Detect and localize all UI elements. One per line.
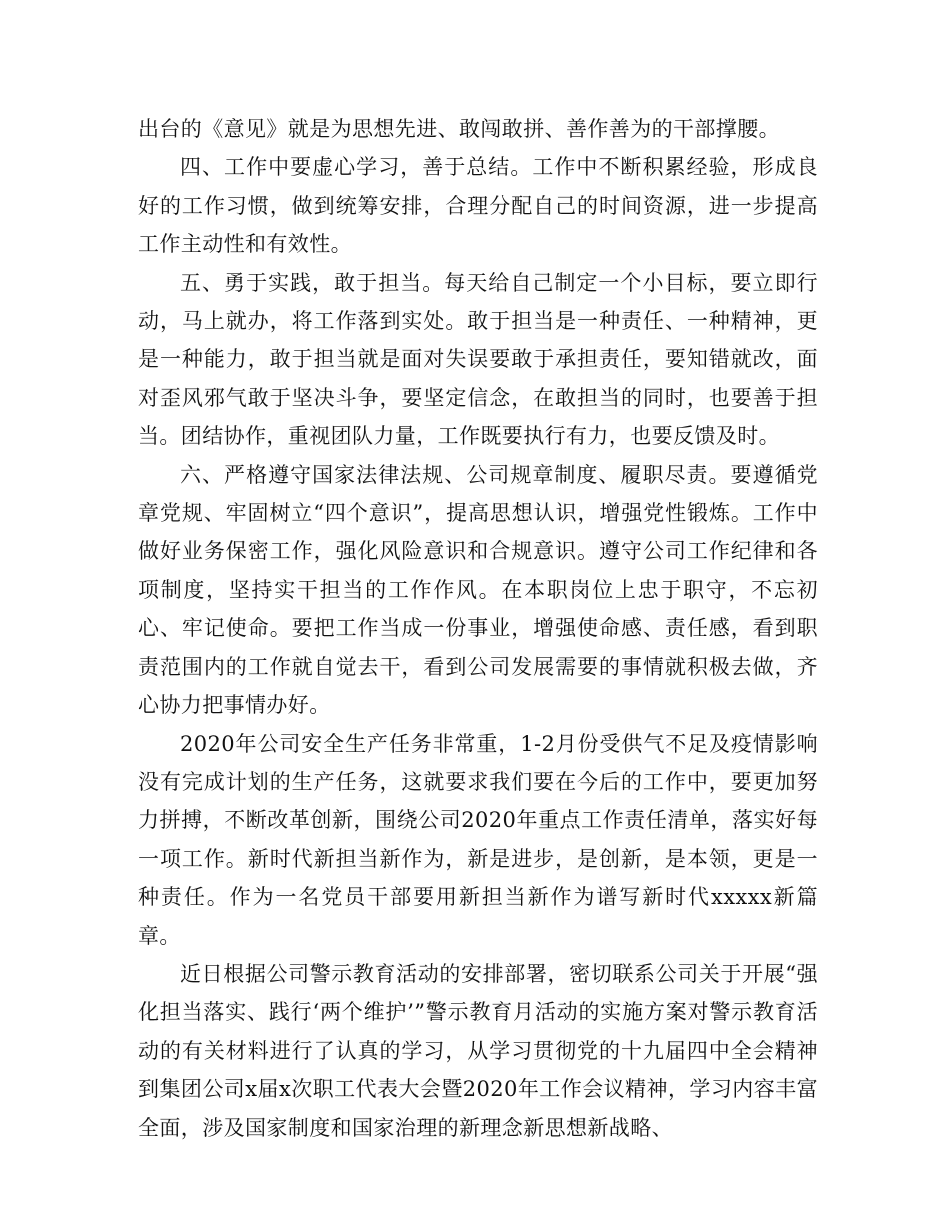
paragraph-item-five: 五、勇于实践，敢于担当。每天给自己制定一个小目标，要立即行动，马上就办，将工作落到实处。敢于担当是一种责任、一种精神，更是一种能力，敢于担当就是面对失误要敢于承担责任，要知错就改，面对歪风邪气敢于坚决斗争，要坚定信念，在敢担当的同时，也要善于担当。团结协作，重视团队力量，工作既要执行有力，也要反馈及时。 (138, 270, 818, 449)
paragraph-item-six: 六、严格遵守国家法律法规、公司规章制度、履职尽责。要遵循党章党规、牢固树立“四个意识”，提高思想认识，增强党性锻炼。工作中做好业务保密工作，强化风险意识和合规意识。遵守公司工作纪律和各项制度，坚持实干担当的工作作风。在本职岗位上忠于职守，不忘初心、牢记使命。要把工作当成一份事业，增强使命感、责任感，看到职责范围内的工作就自觉去干，看到公司发展需要的事情就积极去做，齐心协力把事情办好。 (138, 462, 818, 718)
paragraph-2020-tasks: 2020年公司安全生产任务非常重，1-2月份受供气不足及疫情影响没有完成计划的生产任务，这就要求我们要在今后的工作中，要更加努力拼搏，不断改革创新，围绕公司2020年重点工作责任清单，落实好每一项工作。新时代新担当新作为，新是进步，是创新，是本领，更是一种责任。作为一名党员干部要用新担当新作为谱写新时代xxxxx新篇章。 (138, 731, 818, 948)
paragraph-warning-education: 近日根据公司警示教育活动的安排部署，密切联系公司关于开展“强化担当落实、践行‘两个维护’”警示教育月活动的实施方案对警示教育活动的有关材料进行了认真的学习，从学习贯彻党的十九届四中全会精神到集团公司x届x次职工代表大会暨2020年工作会议精神，学习内容丰富全面，涉及国家制度和国家治理的新理念新思想新战略、 (138, 961, 818, 1140)
paragraph-item-four: 四、工作中要虚心学习，善于总结。工作中不断积累经验，形成良好的工作习惯，做到统筹安排，合理分配自己的时间资源，进一步提高工作主动性和有效性。 (138, 155, 818, 257)
paragraph-continuation: 出台的《意见》就是为思想先进、敢闯敢拼、善作善为的干部撑腰。 (138, 117, 780, 141)
document-body (138, 110, 818, 1147)
